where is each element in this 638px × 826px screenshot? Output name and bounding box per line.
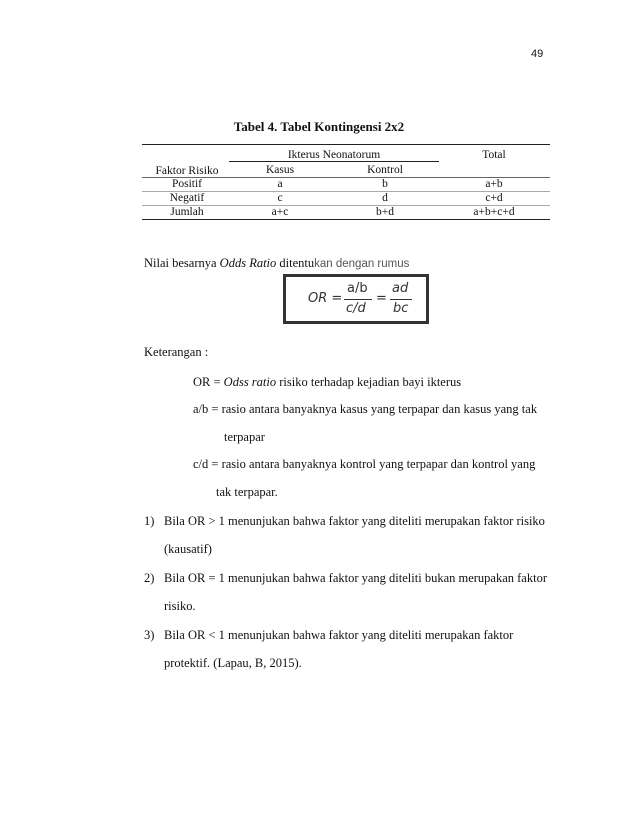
list-item-line: risiko. (164, 599, 196, 613)
list-item-number: 1) (144, 514, 155, 528)
keterangan-cd-line2: tak terpapar. (216, 485, 278, 499)
table-bottom-rule (142, 219, 550, 220)
cell-kasus: a (277, 178, 283, 190)
cell-kontrol: b+d (376, 206, 394, 218)
row-label: Jumlah (170, 206, 204, 218)
fraction-bar (390, 299, 412, 300)
or-italic: Odss ratio (223, 375, 277, 389)
odds-ratio-intro (144, 256, 409, 271)
cell-total: a+b+c+d (473, 206, 515, 218)
table-top-rule (142, 144, 550, 145)
formula-lhs: OR = (308, 291, 343, 306)
sub-header-kasus: Kasus (265, 164, 295, 176)
formula-den2: bc (393, 301, 409, 316)
list-item-line: (kausatif) (164, 542, 212, 556)
formula-num1: a/b (347, 281, 368, 296)
row-label: Negatif (169, 192, 205, 204)
formula-num2: ad (392, 281, 409, 296)
list-item-number: 3) (144, 628, 155, 642)
keterangan-heading: Keterangan : (144, 345, 209, 359)
page-number: 49 (531, 48, 544, 60)
formula-eq: = (376, 291, 387, 306)
list-item-line: Bila OR > 1 menunjukan bahwa faktor yang diteliti merupakan faktor risiko (164, 514, 545, 528)
intro-prefix: Nilai besarnya (144, 256, 220, 270)
keterangan-ab-line1: a/b = rasio antara banyaknya kasus yang terpapar dan kasus yang tak (193, 402, 538, 416)
keterangan-cd-line1: c/d = rasio antara banyaknya kontrol yang terpapar dan kontrol yang (193, 457, 536, 471)
row-label: Positif (171, 178, 203, 190)
fraction-bar (344, 299, 372, 300)
cell-kontrol: d (382, 192, 388, 204)
odds-ratio-formula (283, 274, 429, 324)
list-item-line: Bila OR < 1 menunjukan bahwa faktor yang diteliti merupakan faktor (164, 628, 514, 642)
sub-header-kontrol: Kontrol (367, 164, 403, 176)
list-item-line: Bila OR = 1 menunjukan bahwa faktor yang diteliti bukan merupakan faktor (164, 571, 547, 585)
group-header: Ikterus Neonatorum (287, 149, 381, 161)
or-prefix: OR = (193, 375, 224, 389)
or-rest: risiko terhadap kejadian bayi ikterus (276, 375, 462, 389)
list-item-number: 2) (144, 571, 155, 585)
list-item-line: protektif. (Lapau, B, 2015). (164, 656, 302, 670)
keterangan-or (193, 375, 461, 390)
group-header-rule (229, 161, 439, 162)
intro-italic-term: Odds Ratio (219, 256, 277, 270)
formula-den1: c/d (346, 301, 366, 316)
cell-total: a+b (485, 178, 503, 190)
intro-suffix: kan dengan rumus (314, 258, 410, 270)
keterangan-ab-line2: terpapar (224, 430, 265, 444)
cell-kontrol: b (382, 178, 388, 190)
intro-middle: ditentu (276, 256, 315, 270)
cell-kasus: c (277, 192, 283, 204)
total-header: Total (482, 149, 506, 161)
cell-kasus: a+c (271, 206, 289, 218)
cell-total: c+d (485, 192, 503, 204)
row-label-header: Faktor Risiko (155, 165, 219, 177)
table-caption: Tabel 4. Tabel Kontingensi 2x2 (233, 119, 405, 134)
